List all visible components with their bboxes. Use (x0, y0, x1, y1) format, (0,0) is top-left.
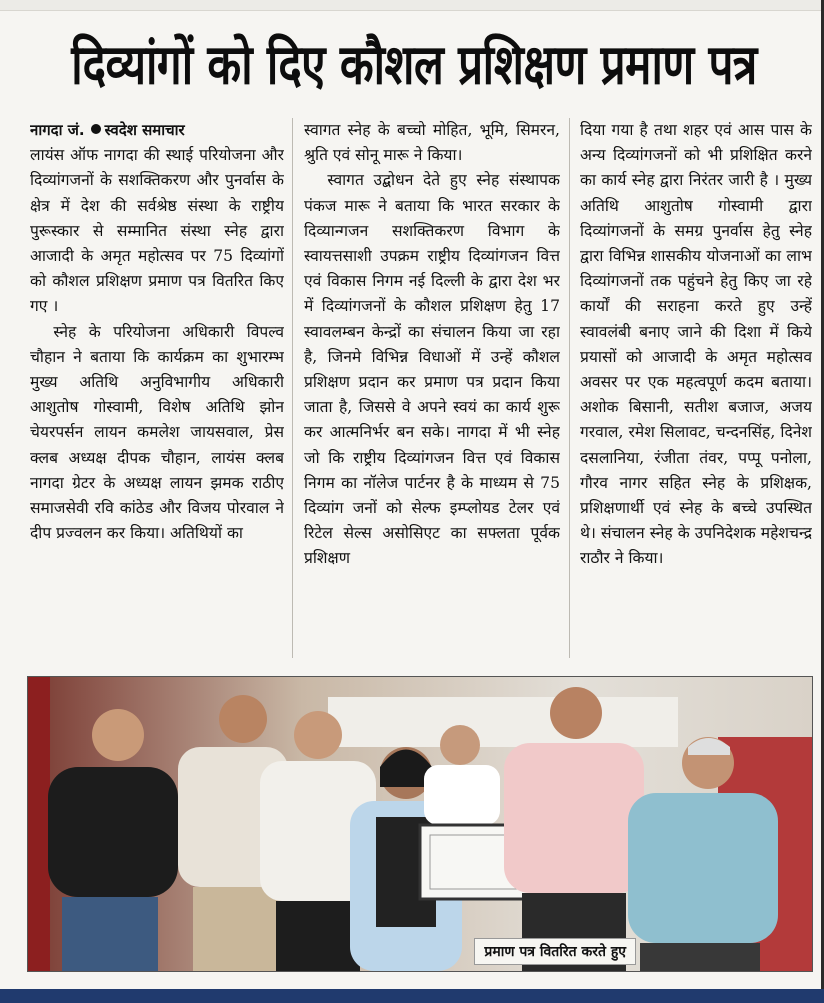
dateline-place: नागदा जं. (30, 121, 85, 139)
headline: दिव्यांगों को दिए कौशल प्रशिक्षण प्रमाण पत्र (71, 33, 757, 98)
news-photo (27, 676, 813, 972)
column-divider (292, 118, 293, 658)
bottom-bar (0, 989, 824, 1003)
paragraph: स्वागत स्नेह के बच्चो मोहित, भूमि, सिमरन, श्रुति एवं सोनू मारू ने किया। (304, 121, 560, 165)
article-column-2 (304, 118, 560, 658)
paragraph: स्नेह के परियोजना अधिकारी विपल्व चौहान ने बताया कि कार्यक्रम का शुभारम्भ मुख्य अतिथि अनुविभागीय अधिकारी आशुतोष गोस्वामी, विशेष अतिथि झोन चेयरपर्सन लायन कमलेश जायसवाल, प्रेस क्लब अध्यक्ष दीपक चौहान, लायंस क्लब नागदा ग्रेटर के अध्यक्ष लायन झमक राठीए समाजसेवी रवि कांठेड और विजय पोरवाल ने दीप प्रज्वलन कर किया। अतिथियों का (30, 322, 284, 543)
red-curtain (28, 677, 50, 971)
banner (328, 697, 678, 747)
column-divider (569, 118, 570, 658)
paragraph: स्वागत उद्बोधन देते हुए स्नेह संस्थापक पंकज मारू ने बताया कि भारत सरकार के दिव्यान्गजन सशक्तिकरण विभाग के स्वायत्तसाशी उपक्रम राष्ट्रीय दिव्यांगजन वित्त एवं विकास निगम नई दिल्ली के द्वारा देश भर में दिव्यांगजनों के कौशल प्रशिक्षण हेतु 17 स्वावलम्बन केन्द्रों का संचालन किया जा रहा है, जिनमे विभिन्न विधाओं में उन्हें कौशल प्रशिक्षण प्रदान कर प्रमाण पत्र प्रदान किया जाता है, जिससे वे अपने स्वयं का कार्य शुरू कर आत्मनिर्भर बन सके। नागदा में भी स्नेह जो कि राष्ट्रीय दिव्यांगजन वित्त एवं विकास निगम का नॉलेज पार्टनर है के माध्यम से 75 दिव्यांग जनों को सेल्फ इम्प्लोयड टेलर एवं रिटेल सेल्स असोसिएट का सफ्लता पूर्वक प्रशिक्षण (304, 171, 560, 568)
article-column-1 (30, 118, 284, 658)
bullet-dot-icon (91, 124, 101, 134)
dateline-source: स्वदेश समाचार (104, 121, 185, 139)
photo-illustration (28, 677, 812, 971)
paragraph: लायंस ऑफ नागदा की स्थाई परियोजना और दिव्यांगजनों के सशक्तिकरण और पुनर्वास के क्षेत्र में देश की सर्वश्रेष्ठ संस्था के राष्ट्रीय पुरूस्कार से सम्मानित संस्था स्नेह द्वारा आजादी के अमृत महोत्सव पर 75 दिव्यांगों को कौशल प्रशिक्षण प्रमाण पत्र वितरित किए गए । (30, 146, 284, 316)
dateline (30, 118, 284, 143)
photo-caption: प्रमाण पत्र वितरित करते हुए (474, 938, 636, 965)
paragraph: दिया गया है तथा शहर एवं आस पास के अन्य दिव्यांगजनों को भी प्रशिक्षित करने का कार्य स्नेह द्वारा निरंतर जारी है । मुख्य अतिथि आशुतोष गोस्वामी द्वारा दिव्यांगजनों के समग्र पुनर्वास हेतु स्नेह द्वारा विभिन्न शासकीय योजनाओं का लाभ दिव्यांगजनों तक पहुंचने हेतु किए जा रहे कार्यों की सराहना करते हुए उन्हें स्वावलंबी बनाए जाने की दिशा में किये प्रयासों को आजादी के अमृत महोत्सव अवसर पर एक महत्वपूर्ण कदम बताया। अशोक बिसानी, सतीश बजाज, अजय गरवाल, रमेश सिलावट, चन्दनसिंह, दिनेश दसलानिया, रंजीता तंवर, पप्पू पनोला, गौरव नागर सहित स्नेह के प्रशिक्षक, प्रशिक्षणार्थी एवं स्नेह के बच्चे उपस्थित थे। संचालन स्नेह के उपनिदेशक महेशचन्द्र राठौर ने किया। (580, 121, 812, 568)
article-column-3 (580, 118, 812, 658)
